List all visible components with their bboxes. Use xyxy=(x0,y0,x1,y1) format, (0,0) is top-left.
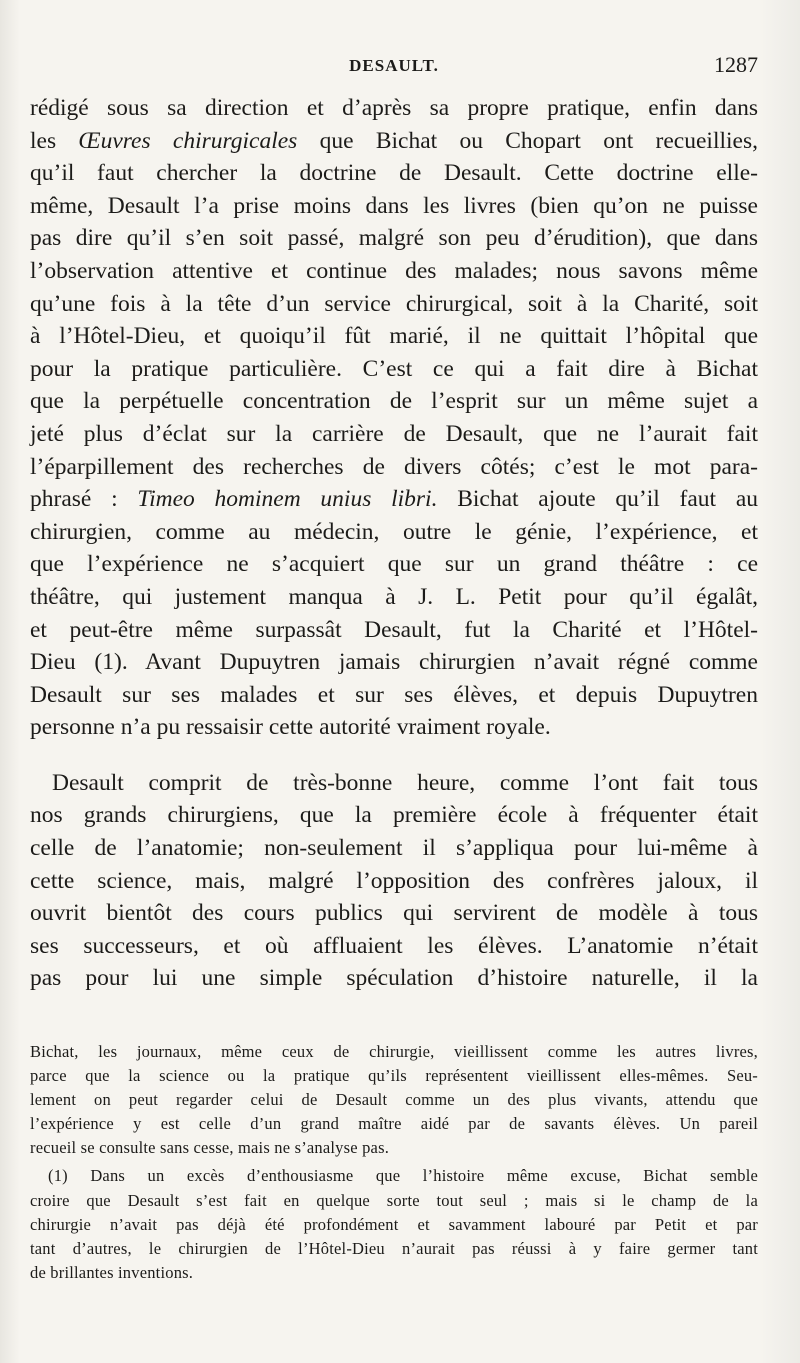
text-line: rédigé sous sa direction et d’après sa propre pratique, enfin dans xyxy=(30,95,758,121)
footnote-line: l’expérience y est celle d’un grand maître aidé par de savants élèves. Un pareil xyxy=(30,1114,758,1134)
footnote-line: Bichat, les journaux, même ceux de chirurgie, vieillissent comme les autres livres, xyxy=(30,1042,758,1061)
text-line: que l’expérience ne s’acquiert que sur un grand théâtre : ce xyxy=(30,551,758,578)
text-line: les Œuvres chirurgicales que Bichat ou Chopart ont recueillies, xyxy=(30,127,758,154)
text-line: Dieu (1). Avant Dupuytren jamais chirurgien n’avait régné comme xyxy=(30,649,758,676)
text-line: l’observation attentive et continue des malades; nous savons même xyxy=(30,257,758,284)
footnote-continued xyxy=(30,1040,758,1160)
text-line: personne n’a pu ressaisir cette autorité vraiment royale. xyxy=(30,714,551,741)
text-line: celle de l’anatomie; non-seulement il s’appliqua pour lui-même à xyxy=(30,835,758,862)
text-line: pas dire qu’il s’en soit passé, malgré son peu d’érudition), que dans xyxy=(30,225,758,252)
footnote-line: parce que la science ou la pratique qu’ils représentent vieillissent elles-mêmes. Seu- xyxy=(30,1066,758,1086)
running-title: DESAULT. xyxy=(349,56,439,75)
page-number: 1287 xyxy=(714,52,758,77)
footnotes xyxy=(30,1040,758,1285)
text-line: jeté plus d’éclat sur la carrière de Desault, que ne l’aurait fait xyxy=(30,420,758,447)
footnote-1 xyxy=(30,1164,758,1284)
text-line: qu’il faut chercher la doctrine de Desault. Cette doctrine elle- xyxy=(30,160,758,187)
text-line: et peut-être même surpassât Desault, fut la Charité et l’Hôtel- xyxy=(30,616,758,643)
footnote-line: de brillantes inventions. xyxy=(30,1262,194,1282)
page-header xyxy=(30,52,758,84)
footnote-line: recueil se consulte sans cesse, mais ne s’analyse pas. xyxy=(30,1138,390,1158)
text-line: pour la pratique particulière. C’est ce qui a fait dire à Bichat xyxy=(30,355,758,382)
italic-title-oeuvres: Œuvres chirurgicales xyxy=(78,127,298,154)
text-line: que la perpétuelle concentration de l’esprit sur un même sujet a xyxy=(30,388,758,415)
text-line: ses successeurs, et où affluaient les élèves. L’anatomie n’était xyxy=(30,932,758,959)
text-line: pas pour lui une simple spéculation d’histoire naturelle, il la xyxy=(30,965,758,992)
paragraph-1 xyxy=(30,92,758,744)
footnote-line: tant d’autres, le chirurgien de l’Hôtel-Dieu n’aurait pas réussi à y faire germer tant xyxy=(30,1238,758,1258)
paragraph-2 xyxy=(30,767,758,995)
text-line: Desault comprit de très-bonne heure, comme l’ont fait tous xyxy=(52,769,758,796)
footnote-line: chirurgie n’avait pas déjà été profondément et savamment labouré par Petit et par xyxy=(30,1214,758,1234)
text-line: phrasé : Timeo hominem unius libri. Bichat ajoute qu’il faut au xyxy=(30,486,758,513)
text-line: même, Desault l’a prise moins dans les livres (bien qu’on ne puisse xyxy=(30,192,758,219)
italic-quote-timeo: Timeo hominem unius libri. xyxy=(137,486,438,513)
main-text xyxy=(30,92,758,995)
footnote-line: croire que Desault s’est fait en quelque sorte tout seul ; mais si le champ de la xyxy=(30,1190,758,1210)
text-line: nos grands chirurgiens, que la première école à fréquenter était xyxy=(30,802,758,829)
footnote-line: lement on peut regarder celui de Desault comme un des plus vivants, attendu que xyxy=(30,1090,758,1110)
text-line: Desault sur ses malades et sur ses élèves, et depuis Dupuytren xyxy=(30,681,758,708)
text-line: l’éparpillement des recherches de divers côtés; c’est le mot para- xyxy=(30,453,758,480)
text-line: qu’une fois à la tête d’un service chirurgical, soit à la Charité, soit xyxy=(30,290,758,317)
text-line: cette science, mais, malgré l’opposition des confrères jaloux, il xyxy=(30,867,758,894)
text-line: ouvrit bientôt des cours publics qui servirent de modèle à tous xyxy=(30,900,758,927)
text-line: à l’Hôtel-Dieu, et quoiqu’il fût marié, il ne quittait l’hôpital que xyxy=(30,323,758,350)
footnote-line: (1) Dans un excès d’enthousiasme que l’histoire même excuse, Bichat semble xyxy=(48,1166,758,1186)
text-line: chirurgien, comme au médecin, outre le génie, l’expérience, et xyxy=(30,518,758,545)
text-line: théâtre, qui justement manqua à J. L. Petit pour qu’il égalât, xyxy=(30,583,758,610)
